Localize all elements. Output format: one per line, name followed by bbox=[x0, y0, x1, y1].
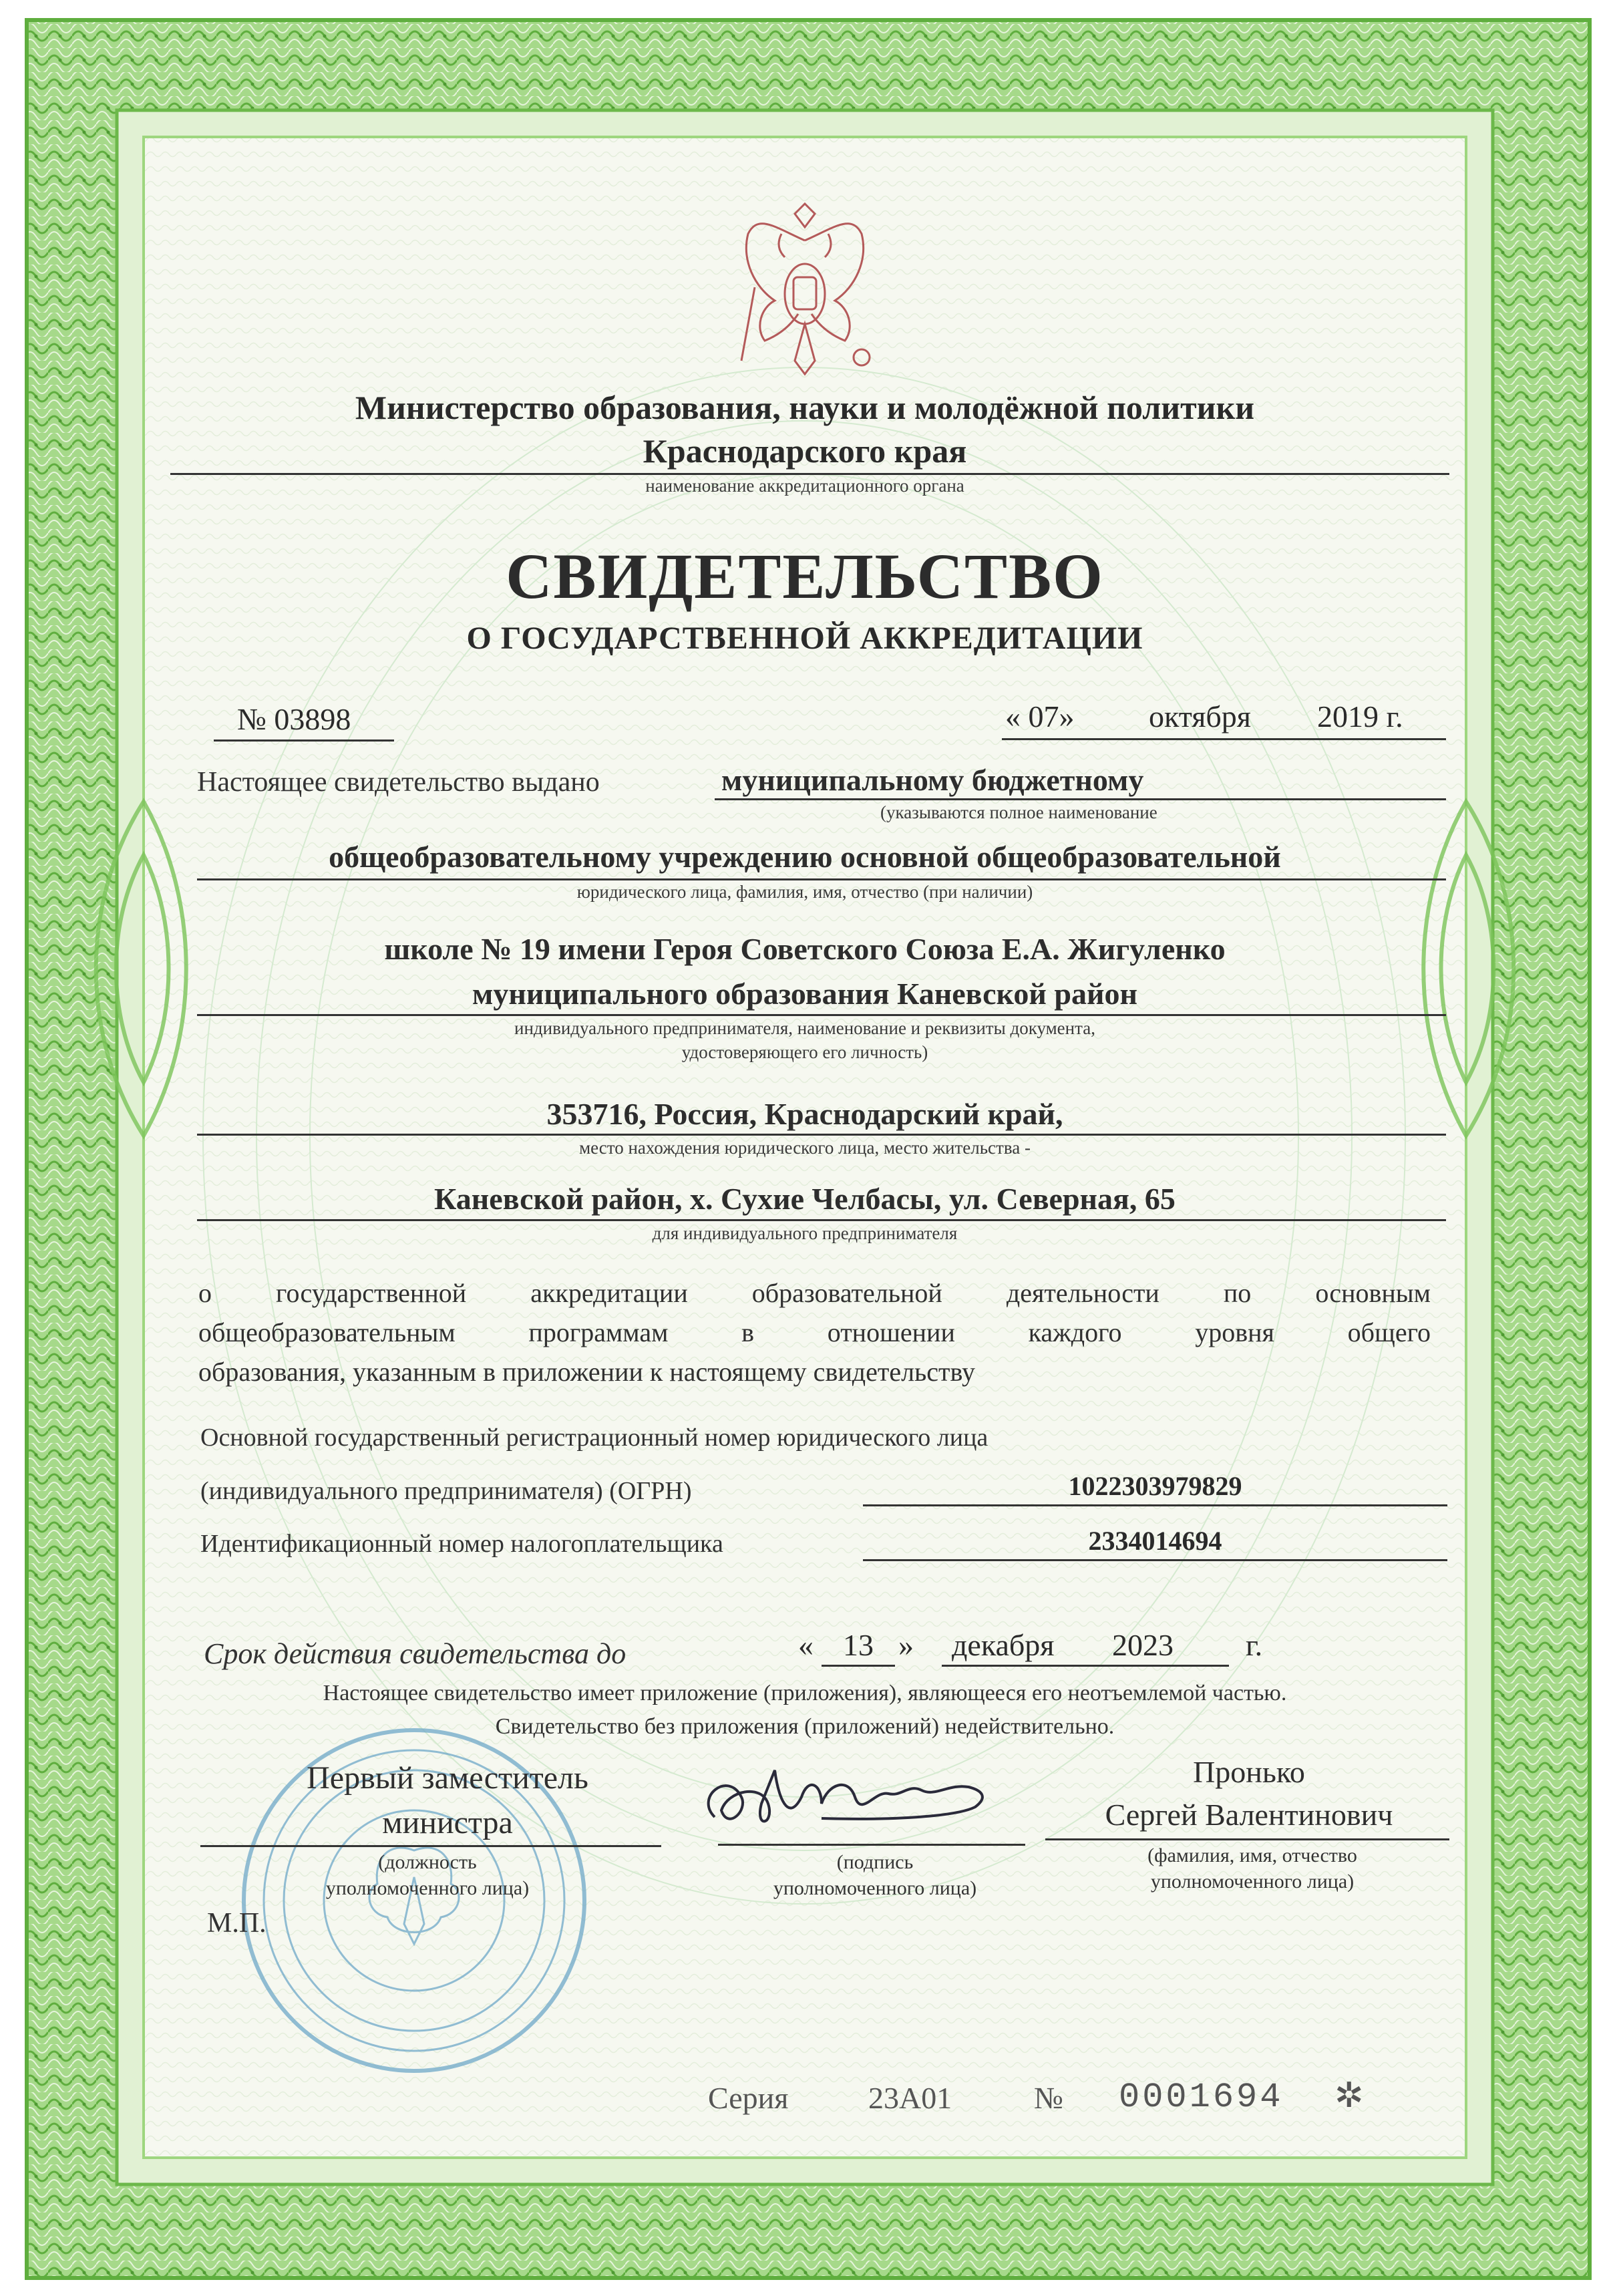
signature-caption2: уполномоченного лица) bbox=[773, 1877, 977, 1899]
issue-day: « 07» bbox=[1005, 699, 1075, 733]
position-caption1: (должность bbox=[378, 1851, 477, 1873]
date-underline bbox=[1002, 738, 1446, 740]
position-caption2: уполномоченного лица) bbox=[325, 1877, 530, 1899]
mp-label: М.П. bbox=[207, 1908, 266, 1939]
issued-to-caption2: юридического лица, фамилия, имя, отчество (при наличии) bbox=[576, 882, 1033, 902]
issue-year: 2019 г. bbox=[1317, 699, 1403, 733]
issued-to-line2: общеобразовательному учреждению основной общеобразовательной bbox=[329, 840, 1281, 874]
inn-underline bbox=[863, 1559, 1447, 1561]
address-line2-underline bbox=[197, 1219, 1446, 1221]
series-mark: ✲ bbox=[1334, 2077, 1364, 2115]
signer-caption1: (фамилия, имя, отчество bbox=[1147, 1844, 1357, 1866]
authority-caption: наименование аккредитационного органа bbox=[645, 476, 964, 496]
appendix-line2: Свидетельство без приложения (приложений) недействительно. bbox=[495, 1714, 1115, 1739]
issued-to-line4-underline bbox=[197, 1014, 1446, 1016]
ogrn-value: 1022303979829 bbox=[1068, 1471, 1242, 1501]
issued-to-caption1: (указываются полное наименование bbox=[880, 802, 1157, 822]
issued-to-caption3a: индивидуального предпринимателя, наименование и реквизиты документа, bbox=[514, 1018, 1095, 1038]
position-line2: министра bbox=[382, 1805, 513, 1840]
issued-to-caption3b: удостоверяющего его личность) bbox=[681, 1042, 928, 1062]
series-number-label: № bbox=[1034, 2081, 1063, 2115]
signer-underline bbox=[1045, 1838, 1449, 1840]
document-subtitle: О ГОСУДАРСТВЕННОЙ АККРЕДИТАЦИИ bbox=[466, 621, 1143, 656]
signature-caption1: (подпись bbox=[836, 1851, 914, 1873]
authority-name-line1: Министерство образования, науки и молодёжной политики bbox=[355, 389, 1255, 426]
ogrn-label1: Основной государственный регистрационный номер юридического лица bbox=[200, 1424, 989, 1452]
position-underline bbox=[200, 1845, 661, 1847]
ogrn-label2: (индивидуального предпринимателя) (ОГРН) bbox=[200, 1477, 692, 1505]
number-underline bbox=[214, 740, 394, 742]
address-line1: 353716, Россия, Краснодарский край, bbox=[546, 1097, 1063, 1131]
issued-to-line1-underline bbox=[715, 798, 1446, 800]
issued-to-label: Настоящее свидетельство выдано bbox=[197, 767, 600, 798]
address-caption1: место нахождения юридического лица, место жительства - bbox=[579, 1138, 1031, 1158]
address-line2: Каневской район, х. Сухие Челбасы, ул. Северная, 65 bbox=[434, 1182, 1176, 1216]
validity-day: 13 bbox=[843, 1628, 874, 1662]
series-value: 23А01 bbox=[868, 2081, 952, 2115]
validity-year: 2023 bbox=[1112, 1628, 1174, 1662]
validity-month: декабря bbox=[952, 1628, 1055, 1662]
series-label: Серия bbox=[708, 2081, 789, 2115]
inn-value: 2334014694 bbox=[1088, 1526, 1222, 1556]
validity-day-underline bbox=[822, 1665, 895, 1667]
address-caption2: для индивидуального предпринимателя bbox=[652, 1223, 958, 1243]
signer-surname: Пронько bbox=[1193, 1755, 1305, 1789]
issued-to-line1: муниципальному бюджетному bbox=[721, 763, 1144, 797]
series-number-value: 0001694 bbox=[1119, 2078, 1284, 2117]
document-title: СВИДЕТЕЛЬСТВО bbox=[506, 540, 1104, 612]
signer-name: Сергей Валентинович bbox=[1105, 1798, 1393, 1832]
validity-month-underline bbox=[942, 1665, 1229, 1667]
body-line3: образования, указанным в приложении к настоящему свидетельству bbox=[198, 1357, 976, 1387]
certificate-number: № 03898 bbox=[237, 702, 351, 736]
address-line1-underline bbox=[197, 1134, 1446, 1136]
authority-underline bbox=[170, 473, 1449, 475]
body-line2: общеобразовательным программам в отношении каждого уровня общего bbox=[198, 1317, 1431, 1347]
appendix-line1: Настоящее свидетельство имеет приложение (приложения), являющееся его неотъемлемой частью. bbox=[323, 1681, 1287, 1705]
validity-close-quote: » bbox=[898, 1628, 914, 1662]
issued-to-line2-underline bbox=[197, 878, 1446, 880]
issued-to-line3: школе № 19 имени Героя Советского Союза Е.А. Жигуленко bbox=[384, 932, 1226, 966]
position-line1: Первый заместитель bbox=[307, 1760, 588, 1796]
validity-suffix: г. bbox=[1246, 1628, 1263, 1662]
body-line1: о государственной аккредитации образовательной деятельности по основным bbox=[198, 1278, 1431, 1308]
issued-to-line4: муниципального образования Каневской район bbox=[472, 977, 1137, 1011]
signature-scribble bbox=[688, 1757, 1009, 1850]
inn-label: Идентификационный номер налогоплательщика bbox=[200, 1530, 723, 1558]
authority-name-line2: Краснодарского края bbox=[643, 432, 967, 470]
validity-label: Срок действия свидетельства до bbox=[204, 1637, 627, 1670]
signature-underline bbox=[718, 1844, 1025, 1846]
signer-caption2: уполномоченного лица) bbox=[1150, 1870, 1355, 1893]
issue-month: октября bbox=[1149, 699, 1251, 733]
double-headed-eagle-icon bbox=[735, 200, 875, 381]
validity-open-quote: « bbox=[798, 1628, 814, 1662]
ogrn-underline bbox=[863, 1504, 1447, 1506]
